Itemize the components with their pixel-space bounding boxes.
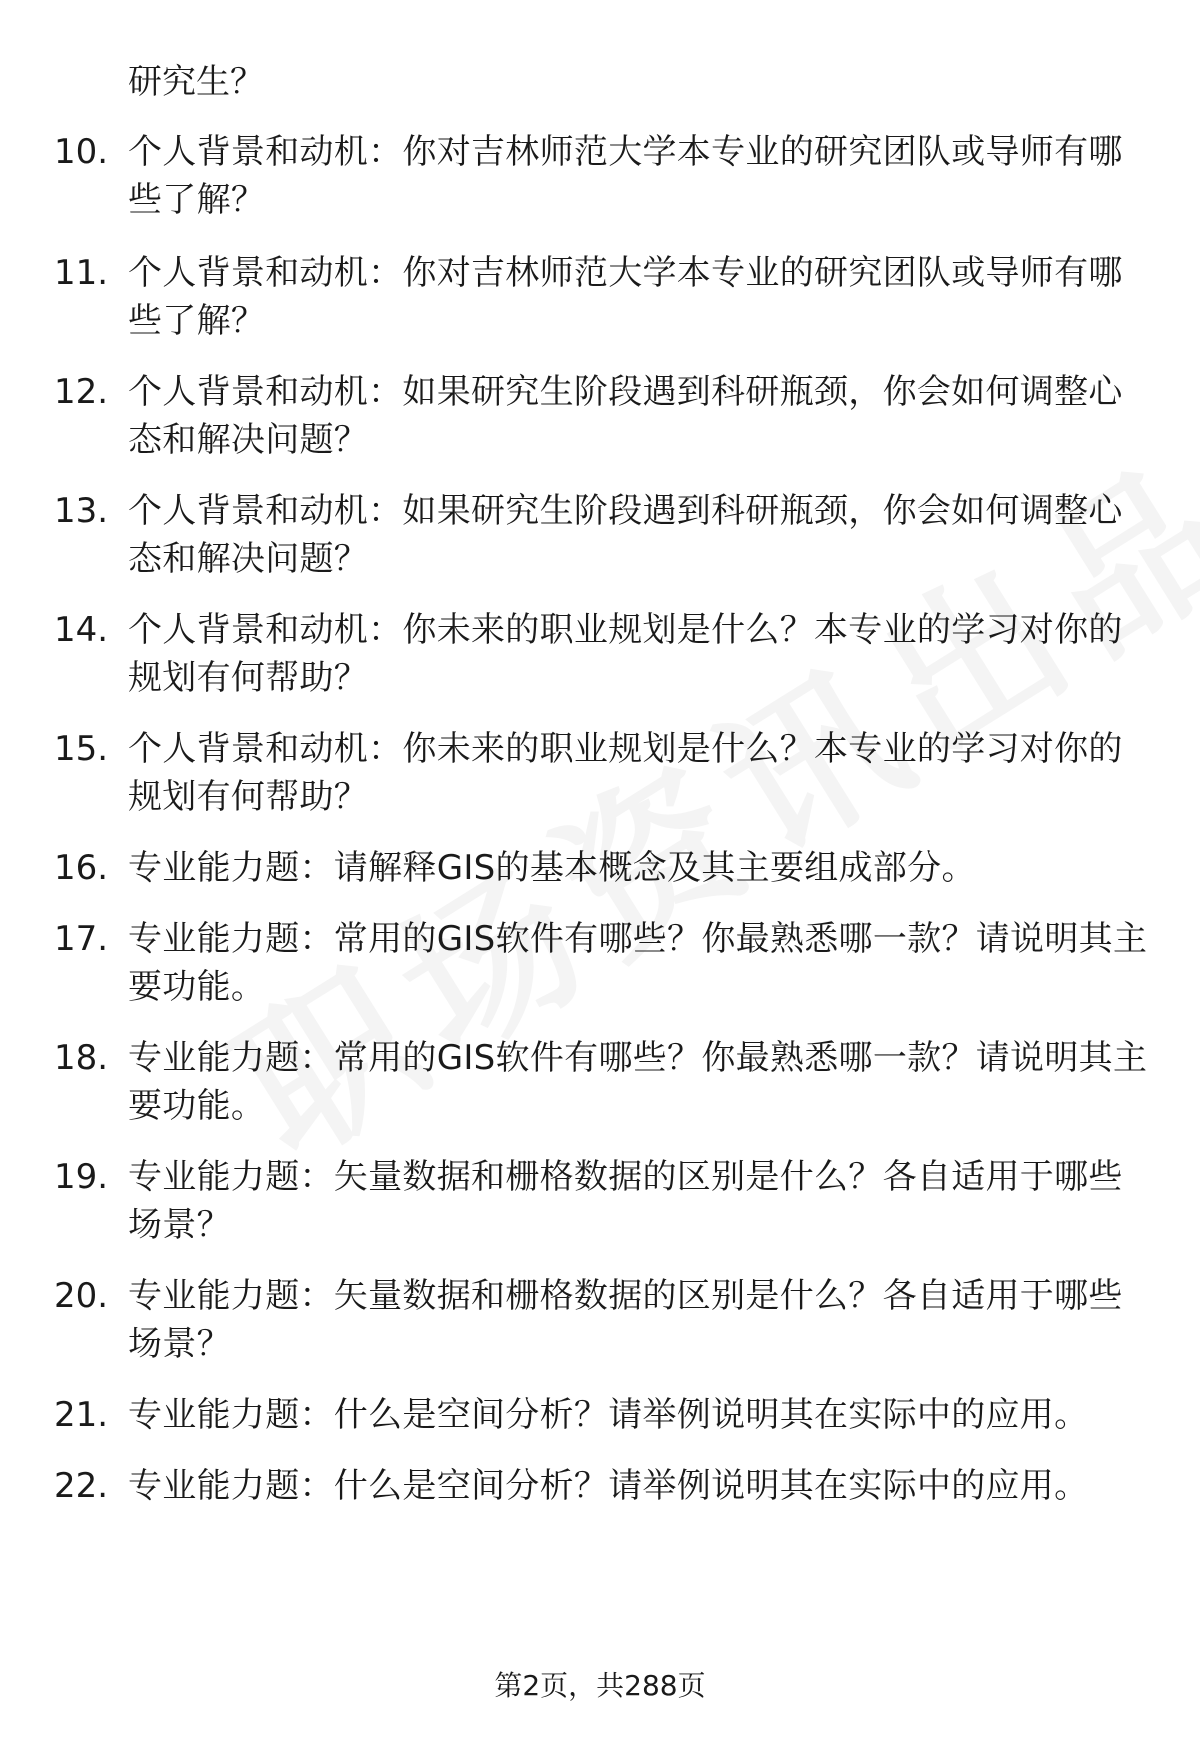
question-number: 19.	[54, 1157, 109, 1197]
question-text: 个人背景和动机：你未来的职业规划是什么？本专业的学习对你的规划有何帮助？	[128, 729, 1123, 817]
question-number: 17.	[54, 919, 109, 959]
question-text: 专业能力题：什么是空间分析？请举例说明其在实际中的应用。	[128, 1466, 1089, 1506]
question-number: 18.	[54, 1038, 109, 1078]
question-text: 专业能力题：常用的GIS软件有哪些？你最熟悉哪一款？请说明其主要功能。	[128, 919, 1148, 1007]
question-number: 13.	[54, 491, 109, 531]
question-number: 15.	[54, 729, 109, 769]
question-text: 专业能力题：矢量数据和栅格数据的区别是什么？各自适用于哪些场景？	[128, 1157, 1123, 1245]
question-number: 10.	[54, 132, 109, 172]
page-footer: 第2页，共288页	[494, 1669, 706, 1702]
question-text: 个人背景和动机：如果研究生阶段遇到科研瓶颈，你会如何调整心态和解决问题？	[128, 372, 1123, 460]
question-number: 11.	[54, 253, 109, 293]
question-number: 22.	[54, 1466, 109, 1506]
question-text: 个人背景和动机：你对吉林师范大学本专业的研究团队或导师有哪些了解？	[128, 132, 1123, 220]
question-number: 21.	[54, 1395, 109, 1435]
question-number: 16.	[54, 848, 109, 888]
question-number: 12.	[54, 372, 109, 412]
question-text: 个人背景和动机：你未来的职业规划是什么？本专业的学习对你的规划有何帮助？	[128, 610, 1123, 698]
question-text: 专业能力题：常用的GIS软件有哪些？你最熟悉哪一款？请说明其主要功能。	[128, 1038, 1148, 1126]
question-text: 专业能力题：矢量数据和栅格数据的区别是什么？各自适用于哪些场景？	[128, 1276, 1123, 1364]
continuation-text: 研究生？	[128, 62, 264, 102]
question-text: 专业能力题：什么是空间分析？请举例说明其在实际中的应用。	[128, 1395, 1089, 1435]
question-number: 20.	[54, 1276, 109, 1316]
question-text: 专业能力题：请解释GIS的基本概念及其主要组成部分。	[128, 848, 976, 888]
question-text: 个人背景和动机：你对吉林师范大学本专业的研究团队或导师有哪些了解？	[128, 253, 1123, 341]
question-text: 个人背景和动机：如果研究生阶段遇到科研瓶颈，你会如何调整心态和解决问题？	[128, 491, 1123, 579]
question-number: 14.	[54, 610, 109, 650]
